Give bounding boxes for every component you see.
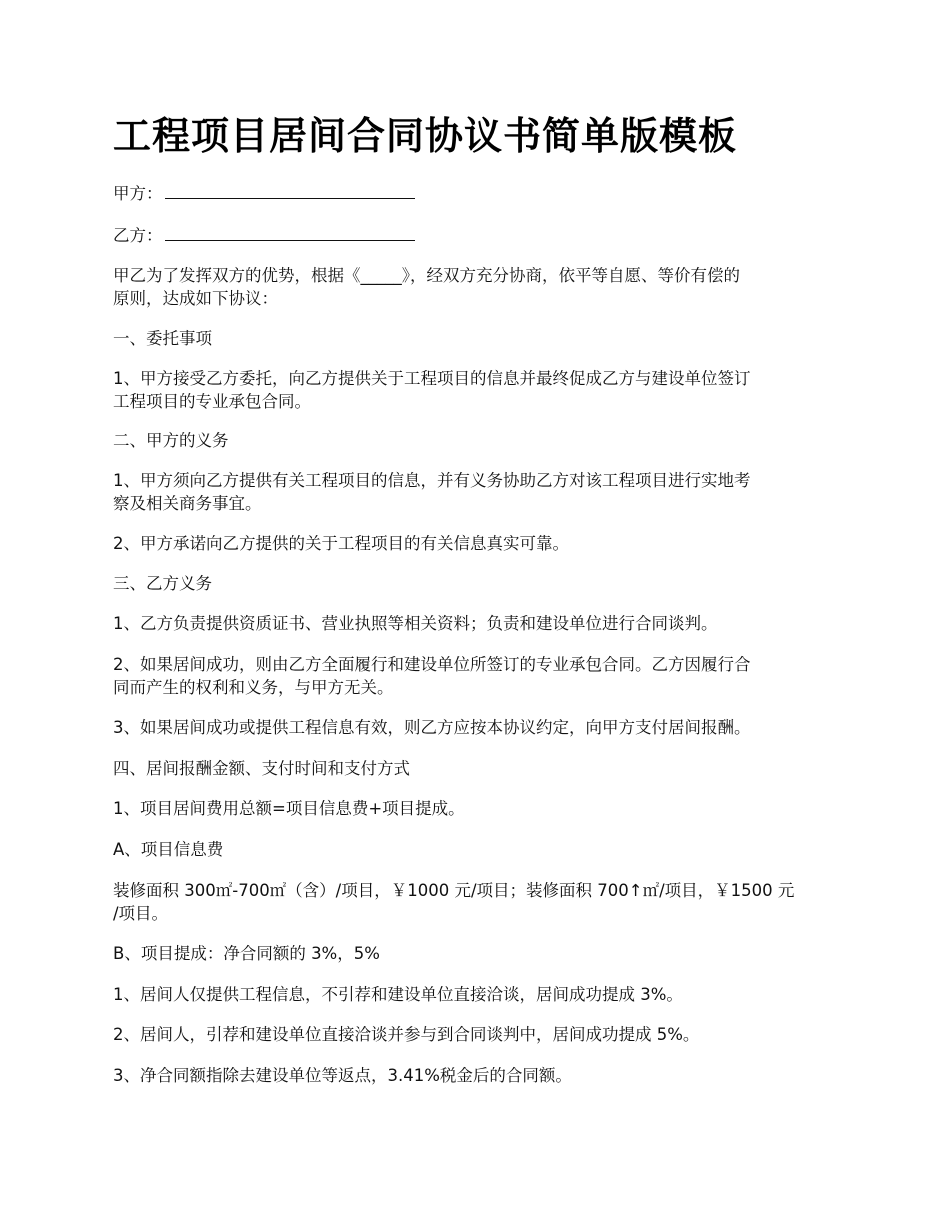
section1-paragraph-1-line-2: 工程项目的专业承包合同。	[113, 392, 311, 411]
subsection-b-item-2: 2、居间人，引荐和建设单位直接洽谈并参与到合同谈判中，居间成功提成 5%。	[113, 1025, 700, 1044]
intro-line-2: 原则，达成如下协议：	[113, 289, 278, 308]
subsection-b-item-3: 3、净合同额指除去建设单位等返点，3.41%税金后的合同额。	[113, 1066, 572, 1085]
section-heading-1: 一、委托事项	[113, 329, 212, 348]
section-heading-4: 四、居间报酬金额、支付时间和支付方式	[113, 759, 410, 778]
section3-paragraph-2-line-1: 2、如果居间成功，则由乙方全面履行和建设单位所签订的专业承包合同。乙方因履行合	[113, 655, 751, 674]
section3-paragraph-2-line-2: 同而产生的权利和义务，与甲方无关。	[113, 678, 394, 697]
section-heading-2: 二、甲方的义务	[113, 431, 229, 450]
document-title: 工程项目居间合同协议书简单版模板	[113, 114, 738, 158]
section2-paragraph-2: 2、甲方承诺向乙方提供的关于工程项目的有关信息真实可靠。	[113, 534, 569, 553]
subsection-b-item-1: 1、居间人仅提供工程信息，不引荐和建设单位直接洽谈，居间成功提成 3%。	[113, 985, 683, 1004]
section4-paragraph-1: 1、项目居间费用总额=项目信息费+项目提成。	[113, 799, 465, 818]
party-b-label: 乙方：	[113, 226, 163, 245]
section3-paragraph-1: 1、乙方负责提供资质证书、营业执照等相关资料；负责和建设单位进行合同谈判。	[113, 614, 718, 633]
party-a-blank	[165, 182, 415, 199]
party-a-label: 甲方：	[113, 184, 163, 203]
party-a-line	[113, 182, 843, 206]
party-b-blank	[165, 224, 415, 241]
intro-line-1: 甲乙为了发挥双方的优势，根据《_____》，经双方充分协商，依平等自愿、等价有偿的	[113, 266, 740, 285]
party-b-line	[113, 224, 843, 248]
subsection-a-heading: A、项目信息费	[113, 840, 224, 859]
section-heading-3: 三、乙方义务	[113, 574, 212, 593]
section1-paragraph-1-line-1: 1、甲方接受乙方委托，向乙方提供关于工程项目的信息并最终促成乙方与建设单位签订	[113, 369, 751, 388]
section3-paragraph-3: 3、如果居间成功或提供工程信息有效，则乙方应按本协议约定，向甲方支付居间报酬。	[113, 718, 751, 737]
section2-paragraph-1-line-1: 1、甲方须向乙方提供有关工程项目的信息，并有义务协助乙方对该工程项目进行实地考	[113, 471, 751, 490]
subsection-a-line-2: /项目。	[113, 904, 169, 923]
subsection-a-line-1: 装修面积 300㎡-700㎡（含）/项目，￥1000 元/项目；装修面积 700↑㎡/项目，￥1500 元	[113, 881, 795, 900]
subsection-b-heading: B、项目提成：净合同额的 3%，5%	[113, 944, 380, 963]
section2-paragraph-1-line-2: 察及相关商务事宜。	[113, 494, 262, 513]
